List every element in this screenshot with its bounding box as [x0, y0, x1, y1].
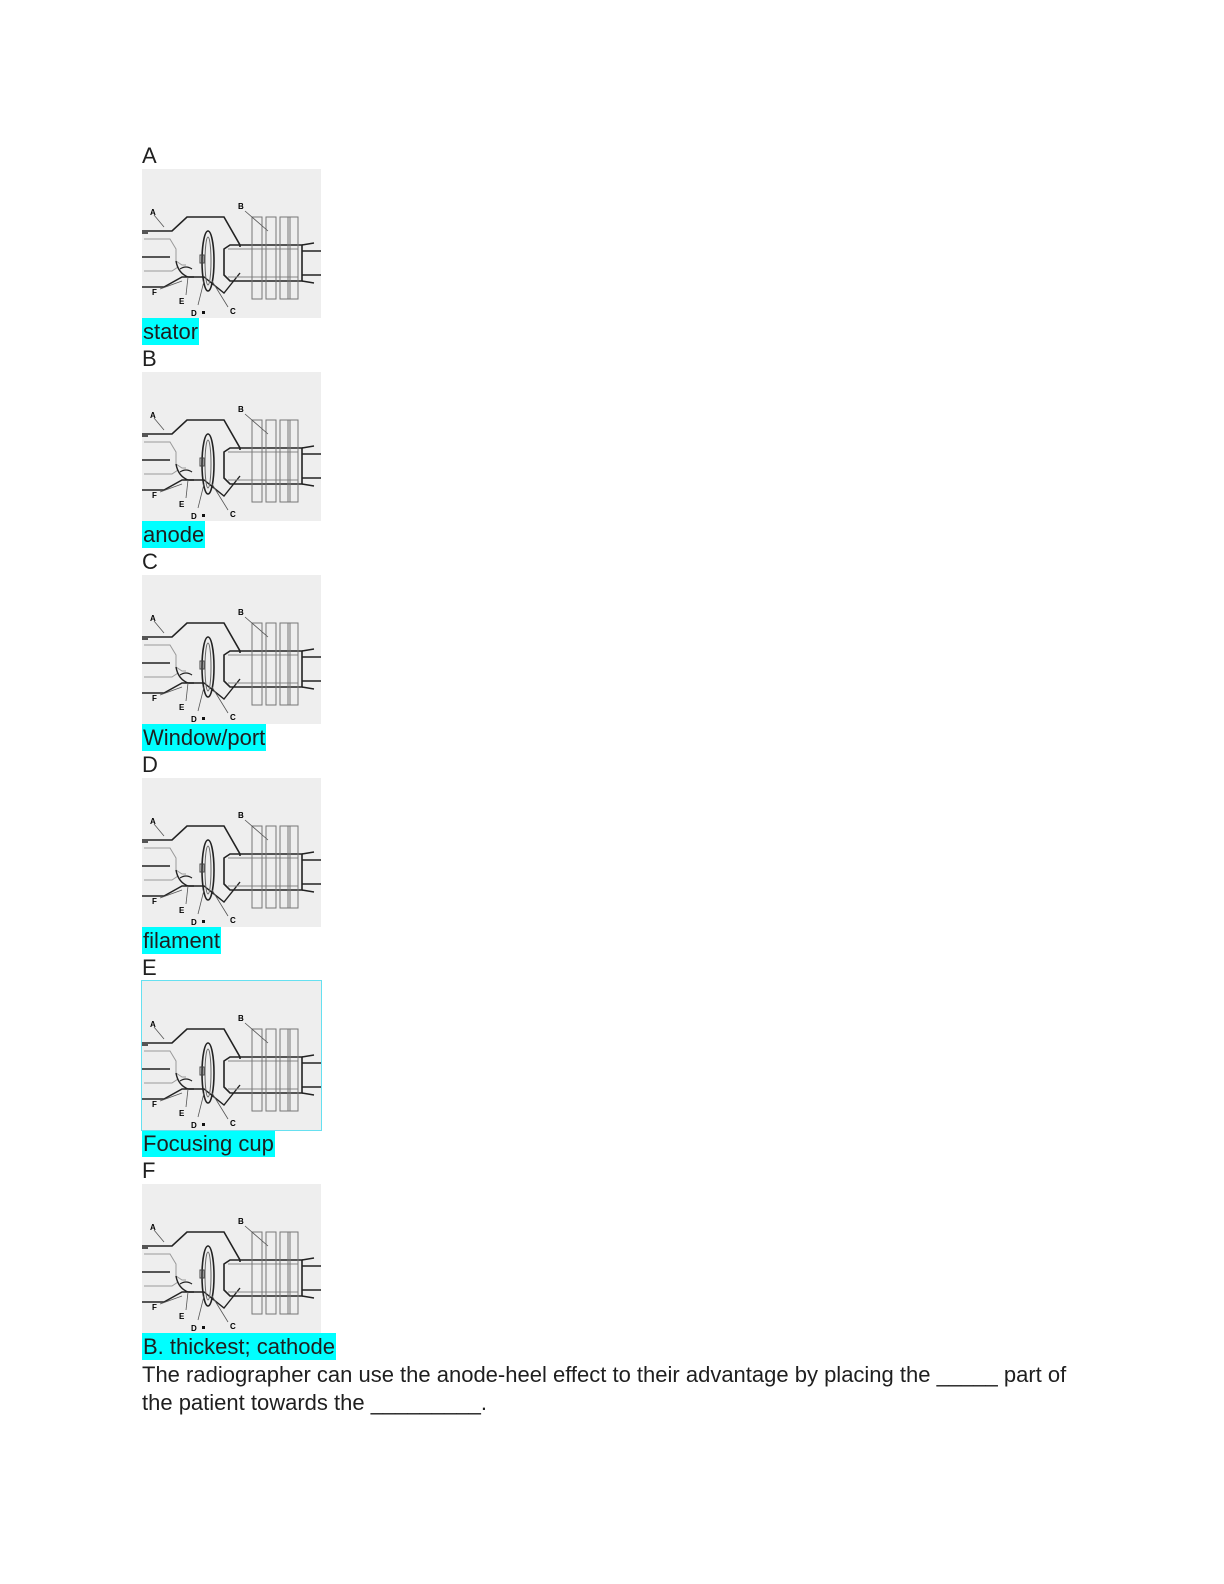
diagram-label-a: A — [150, 817, 156, 826]
card-c — [142, 549, 321, 751]
card-e — [142, 955, 321, 1157]
diagram-label-c: C — [230, 510, 236, 519]
diagram-label-c: C — [230, 1119, 236, 1128]
diagram-label-d: D — [191, 1324, 197, 1333]
card-answer: filament — [143, 928, 221, 953]
diagram-label-e: E — [179, 1109, 185, 1118]
card-letter: B — [142, 346, 157, 371]
diagram-label-b: B — [238, 405, 244, 414]
card-letter: F — [142, 1158, 156, 1183]
xray-tube-diagram — [142, 575, 321, 724]
diagram-label-d: D — [191, 918, 197, 927]
diagram-label-f: F — [152, 897, 157, 906]
question-text: The radiographer can use the anode-heel effect to their advantage by placing the _____ part of the patient towards the _________. — [142, 1362, 1067, 1415]
card-d — [142, 752, 321, 954]
diagram-label-c: C — [230, 916, 236, 925]
diagram-label-a: A — [150, 614, 156, 623]
diagram-label-c: C — [230, 307, 236, 316]
diagram-label-a: A — [150, 1020, 156, 1029]
diagram-label-e: E — [179, 906, 185, 915]
diagram-label-d: D — [191, 309, 197, 318]
diagram-label-d: D — [191, 715, 197, 724]
xray-tube-diagram — [142, 372, 321, 521]
card-answer: anode — [143, 522, 205, 547]
diagram-label-b: B — [238, 608, 244, 617]
xray-tube-diagram — [142, 169, 321, 318]
diagram-label-e: E — [179, 500, 185, 509]
diagram-label-f: F — [152, 491, 157, 500]
diagram-label-d: D — [191, 512, 197, 521]
diagram-label-c: C — [230, 713, 236, 722]
diagram-label-a: A — [150, 1223, 156, 1232]
diagram-label-f: F — [152, 694, 157, 703]
xray-tube-diagram — [142, 1184, 321, 1333]
card-f — [142, 1158, 336, 1360]
diagram-label-b: B — [238, 1014, 244, 1023]
card-answer: Focusing cup — [143, 1131, 274, 1156]
card-letter: E — [142, 955, 157, 980]
card-answer: B. thickest; cathode — [143, 1334, 335, 1359]
card-b — [142, 346, 321, 548]
diagram-label-f: F — [152, 1303, 157, 1312]
xray-tube-diagram — [142, 778, 321, 927]
card-a — [142, 143, 321, 345]
diagram-label-a: A — [150, 411, 156, 420]
diagram-label-d: D — [191, 1121, 197, 1130]
xray-tube-diagram — [142, 981, 321, 1130]
card-answer: stator — [143, 319, 199, 344]
diagram-label-f: F — [152, 288, 157, 297]
card-letter: C — [142, 549, 158, 574]
diagram-label-e: E — [179, 703, 185, 712]
diagram-label-b: B — [238, 811, 244, 820]
diagram-label-b: B — [238, 202, 244, 211]
card-answer: Window/port — [143, 725, 266, 750]
diagram-label-e: E — [179, 297, 185, 306]
diagram-label-a: A — [150, 208, 156, 217]
diagram-label-f: F — [152, 1100, 157, 1109]
diagram-label-b: B — [238, 1217, 244, 1226]
diagram-label-e: E — [179, 1312, 185, 1321]
card-letter: A — [142, 143, 157, 168]
card-letter: D — [142, 752, 158, 777]
diagram-label-c: C — [230, 1322, 236, 1331]
